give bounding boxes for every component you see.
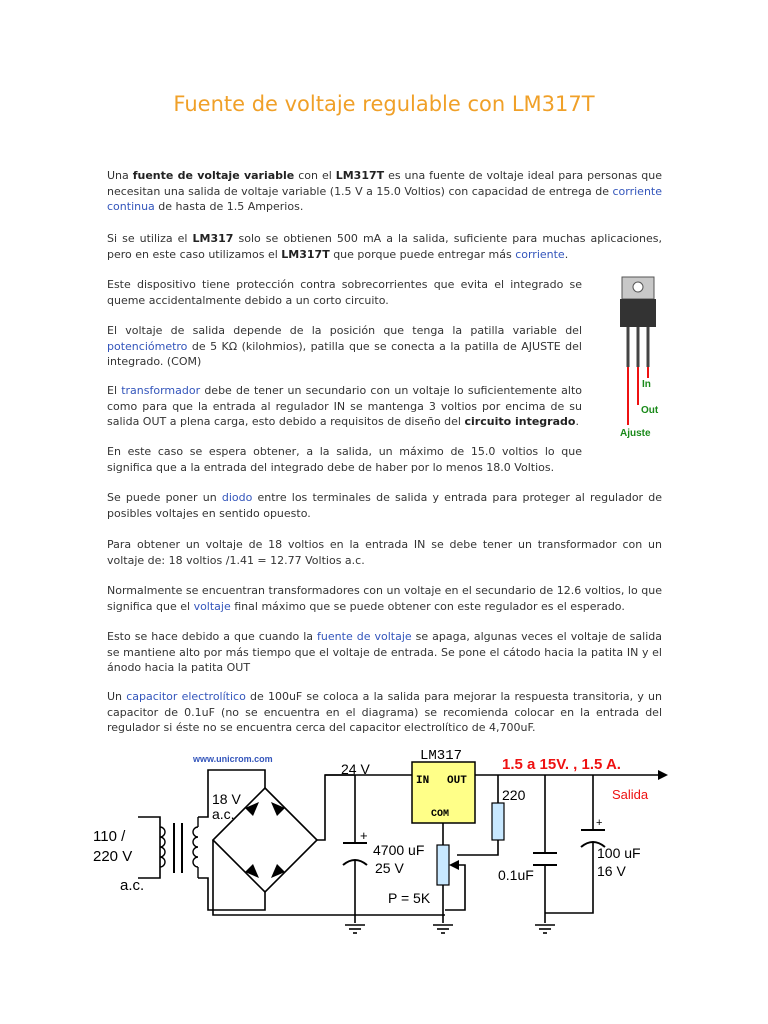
link-diodo[interactable]: diodo [221, 491, 253, 504]
cap3-plus: + [596, 817, 603, 829]
cap1-rating: 25 V [375, 860, 404, 876]
paragraph-apagado: Esto se hace debido a que cuando la fuente de voltaje se apaga, algunas veces el voltaje de salida se mantiene alto por más tiempo que el voltaje de entrada. Se pone el cátodo hacia la patita IN y el ánodo hacia la patita OUT [107, 630, 662, 674]
paragraph-capacitor: Un capacitor electrolítico de 100uF se coloca a la salida para mejorar la respuesta transitoria, y un capacitor de 0.1uF (no se encuentra en el diagrama) se recomienda colocar en la entrada del regulador si éste no se encuentra cerca del capacitor electrolítico de 4,700uF. [107, 690, 662, 734]
mounting-hole [633, 282, 643, 292]
pin-label-out: Out [641, 405, 659, 416]
cap1-value: 4700 uF [373, 842, 425, 858]
link-corriente-continua[interactable]: corriente continua [107, 184, 662, 213]
output-arrow [658, 770, 668, 780]
package-body [620, 299, 656, 327]
secondary-ac: a.c. [212, 806, 235, 822]
cap3-value: 100 uF [597, 845, 641, 861]
paragraph-intro: Una fuente de voltaje variable con el LM317T es una fuente de voltaje ideal para personas que necesitan una salida de voltaje variable (1.5 V a 15.0 Voltios) con capacidad de entrega de corriente continua de hasta de 1.5 Amperios. [107, 169, 662, 213]
pot-value: P = 5K [388, 890, 431, 906]
chip-pin-out: OUT [447, 775, 467, 787]
input-ac: a.c. [120, 877, 145, 894]
paragraph-proteccion: Este dispositivo tiene protección contra sobrecorrientes que evita el integrado se queme accidentalmente debido a un corto circuito. [107, 278, 582, 307]
capacitor-0-1uf [533, 853, 557, 865]
resistor-value: 220 [502, 787, 526, 803]
link-potenciometro[interactable]: potenciómetro [107, 339, 188, 353]
paragraph-secundario: Normalmente se encuentran transformadores con un voltaje en el secundario de 12.6 voltios, lo que significa que el voltaje final máximo que se puede obtener con este regulador es el esperado. [107, 584, 662, 613]
circuit-diagram [90, 745, 680, 945]
cap3-rating: 16 V [597, 863, 626, 879]
bridge-diodes [245, 802, 285, 878]
lm317t-pinout-image [610, 275, 670, 440]
cap2-value: 0.1uF [498, 867, 534, 883]
output-label: Salida [612, 787, 649, 802]
link-capacitor-electrolitico[interactable]: capacitor electrolítico [126, 690, 246, 703]
chip-label: LM317 [420, 748, 463, 764]
page-title: Fuente de voltaje regulable con LM317T [173, 92, 595, 116]
chip-pin-com: COM [431, 809, 450, 820]
ground-symbols [345, 925, 555, 933]
link-corriente[interactable]: corriente [515, 247, 565, 261]
pot-wiper-arrow [449, 860, 459, 870]
cap1-plus: + [360, 828, 368, 843]
chip-pin-in: IN [416, 775, 430, 787]
pin-label-in: In [642, 379, 651, 390]
paragraph-diodo: Se puede poner un diodo entre los terminales de salida y entrada para proteger al regulador de posibles voltajes en sentido opuesto. [107, 491, 662, 520]
link-transformador[interactable]: transformador [121, 384, 201, 397]
rail-24v: 24 V [341, 761, 370, 777]
link-voltaje[interactable]: voltaje [193, 599, 231, 613]
spec-heading: 1.5 a 15V. , 1.5 A. [502, 756, 621, 773]
input-voltage-2: 220 V [93, 848, 133, 865]
transformer-symbol [160, 817, 198, 878]
paragraph-transformador: El transformador debe de tener un secundario con un voltaje lo suficientemente alto como para que la entrada al regulador IN se mantenga 3 voltios por encima de su salida OUT a plena carga, esto debido a requisitos de diseño del circuito integrado. [107, 384, 582, 428]
paragraph-transformador-calculo: Para obtener un voltaje de 18 voltios en la entrada IN se debe tener un transformador con un voltaje de: 18 voltios /1.41 = 12.77 Voltios a.c. [107, 538, 662, 567]
pin-label-ajuste: Ajuste [620, 428, 651, 439]
potentiometer [437, 845, 449, 885]
link-fuente-de-voltaje[interactable]: fuente de voltaje [317, 630, 412, 643]
secondary-voltage: 18 V [212, 791, 241, 807]
website-label: www.unicrom.com [193, 754, 273, 764]
paragraph-lm317: Si se utiliza el LM317 solo se obtienen 500 mA a la salida, suficiente para muchas aplicaciones, pero en este caso utilizamos el LM317T que porque puede entregar más corriente. [107, 232, 662, 261]
input-voltage-1: 110 / [93, 828, 126, 845]
paragraph-maximo: En este caso se espera obtener, a la salida, un máximo de 15.0 voltios lo que significa que a la entrada del integrado debe de haber por lo menos 18.0 Voltios. [107, 445, 582, 474]
paragraph-potenciometro: El voltaje de salida depende de la posición que tenga la patilla variable del potenciómetro de 5 KΩ (kilohmios), patilla que se conecta a la patilla de AJUSTE del integrado. (COM) [107, 324, 582, 368]
resistor-220 [492, 803, 504, 840]
